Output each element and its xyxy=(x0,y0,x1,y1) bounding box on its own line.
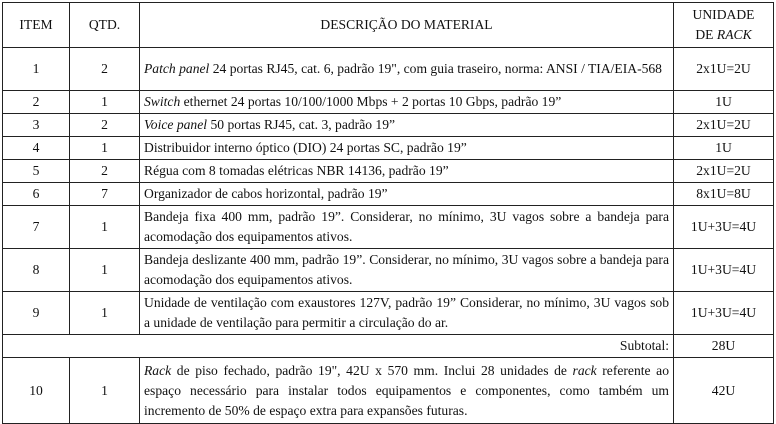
table-row xyxy=(3,114,774,137)
cell-unidade: 1U xyxy=(674,137,774,160)
cell-qtd: 1 xyxy=(70,206,140,249)
cell-unidade: 1U+3U=4U xyxy=(674,206,774,249)
desc-text-part2: referente ao espaço necessário para instalar todos equipamentos e componentes, como também um incremento de 50% de espaço extra para expansões futuras. xyxy=(144,362,669,418)
header-unidade-rack: RACK xyxy=(716,27,752,42)
cell-descricao: Unidade de ventilação com exaustores 127V, padrão 19” Considerar, no mínimo, 3U vagos sob a unidade de ventilação para permitir a circulação do ar. xyxy=(140,292,674,335)
table-row xyxy=(3,206,774,249)
cell-descricao: Distribuidor interno óptico (DIO) 24 portas SC, padrão 19” xyxy=(140,137,674,160)
cell-descricao: Bandeja deslizante 400 mm, padrão 19”. Considerar, no mínimo, 3U vagos sobre a bandeja para acomodação dos equipamentos ativos. xyxy=(140,249,674,292)
desc-text-part1: de piso fechado, padrão 19", 42U x 570 mm. Inclui 28 unidades de xyxy=(171,362,573,378)
table-row xyxy=(3,160,774,183)
desc-emphasis: Patch panel xyxy=(144,61,210,76)
cell-unidade: 2x1U=2U xyxy=(674,160,774,183)
header-qtd: QTD. xyxy=(70,3,140,48)
materials-table-container xyxy=(2,2,774,424)
cell-descricao: Régua com 8 tomadas elétricas NBR 14136, padrão 19” xyxy=(140,160,674,183)
desc-emphasis: Switch xyxy=(144,94,181,109)
cell-qtd: 2 xyxy=(70,48,140,91)
cell-item: 1 xyxy=(3,48,70,91)
materials-table xyxy=(2,2,774,424)
table-row xyxy=(3,91,774,114)
cell-descricao xyxy=(140,48,674,91)
cell-qtd: 1 xyxy=(70,358,140,424)
subtotal-value: 28U xyxy=(674,335,774,358)
cell-qtd: 2 xyxy=(70,160,140,183)
cell-qtd: 1 xyxy=(70,137,140,160)
subtotal-row xyxy=(3,335,774,358)
cell-descricao: Bandeja fixa 400 mm, padrão 19”. Considerar, no mínimo, 3U vagos sobre a bandeja para acomodação dos equipamentos ativos. xyxy=(140,206,674,249)
cell-descricao: Organizador de cabos horizontal, padrão 19” xyxy=(140,183,674,206)
cell-descricao xyxy=(140,91,674,114)
header-unidade-prefix: DE xyxy=(695,27,717,42)
header-descricao: DESCRIÇÃO DO MATERIAL xyxy=(140,3,674,48)
cell-item: 9 xyxy=(3,292,70,335)
header-unidade-line1: UNIDADE xyxy=(692,7,755,22)
cell-item: 3 xyxy=(3,114,70,137)
cell-unidade: 2x1U=2U xyxy=(674,48,774,91)
cell-item: 8 xyxy=(3,249,70,292)
cell-descricao xyxy=(140,358,674,424)
cell-item: 4 xyxy=(3,137,70,160)
header-row xyxy=(3,3,774,48)
cell-qtd: 1 xyxy=(70,292,140,335)
cell-unidade: 2x1U=2U xyxy=(674,114,774,137)
table-row xyxy=(3,249,774,292)
cell-unidade: 42U xyxy=(674,358,774,424)
table-row xyxy=(3,48,774,91)
table-row xyxy=(3,358,774,424)
cell-qtd: 1 xyxy=(70,249,140,292)
desc-text: 50 portas RJ45, cat. 3, padrão 19” xyxy=(207,117,396,132)
cell-item: 5 xyxy=(3,160,70,183)
table-row xyxy=(3,137,774,160)
cell-item: 2 xyxy=(3,91,70,114)
cell-item: 6 xyxy=(3,183,70,206)
header-item: ITEM xyxy=(3,3,70,48)
cell-descricao xyxy=(140,114,674,137)
header-unidade xyxy=(674,3,774,48)
cell-item: 7 xyxy=(3,206,70,249)
cell-qtd: 7 xyxy=(70,183,140,206)
desc-emphasis: Voice panel xyxy=(144,117,208,132)
desc-text: 24 portas RJ45, cat. 6, padrão 19", com guia traseiro, norma: ANSI / TIA/EIA-568 xyxy=(209,61,662,76)
table-row xyxy=(3,292,774,335)
subtotal-label: Subtotal: xyxy=(3,335,674,358)
cell-qtd: 2 xyxy=(70,114,140,137)
desc-text: ethernet 24 portas 10/100/1000 Mbps + 2 portas 10 Gbps, padrão 19” xyxy=(180,94,562,109)
cell-unidade: 1U xyxy=(674,91,774,114)
cell-unidade: 1U+3U=4U xyxy=(674,292,774,335)
cell-unidade: 1U+3U=4U xyxy=(674,249,774,292)
cell-item: 10 xyxy=(3,358,70,424)
cell-qtd: 1 xyxy=(70,91,140,114)
desc-emphasis-rack: Rack xyxy=(144,362,172,378)
desc-emphasis-rack-inline: rack xyxy=(572,362,597,378)
table-row xyxy=(3,183,774,206)
cell-unidade: 8x1U=8U xyxy=(674,183,774,206)
